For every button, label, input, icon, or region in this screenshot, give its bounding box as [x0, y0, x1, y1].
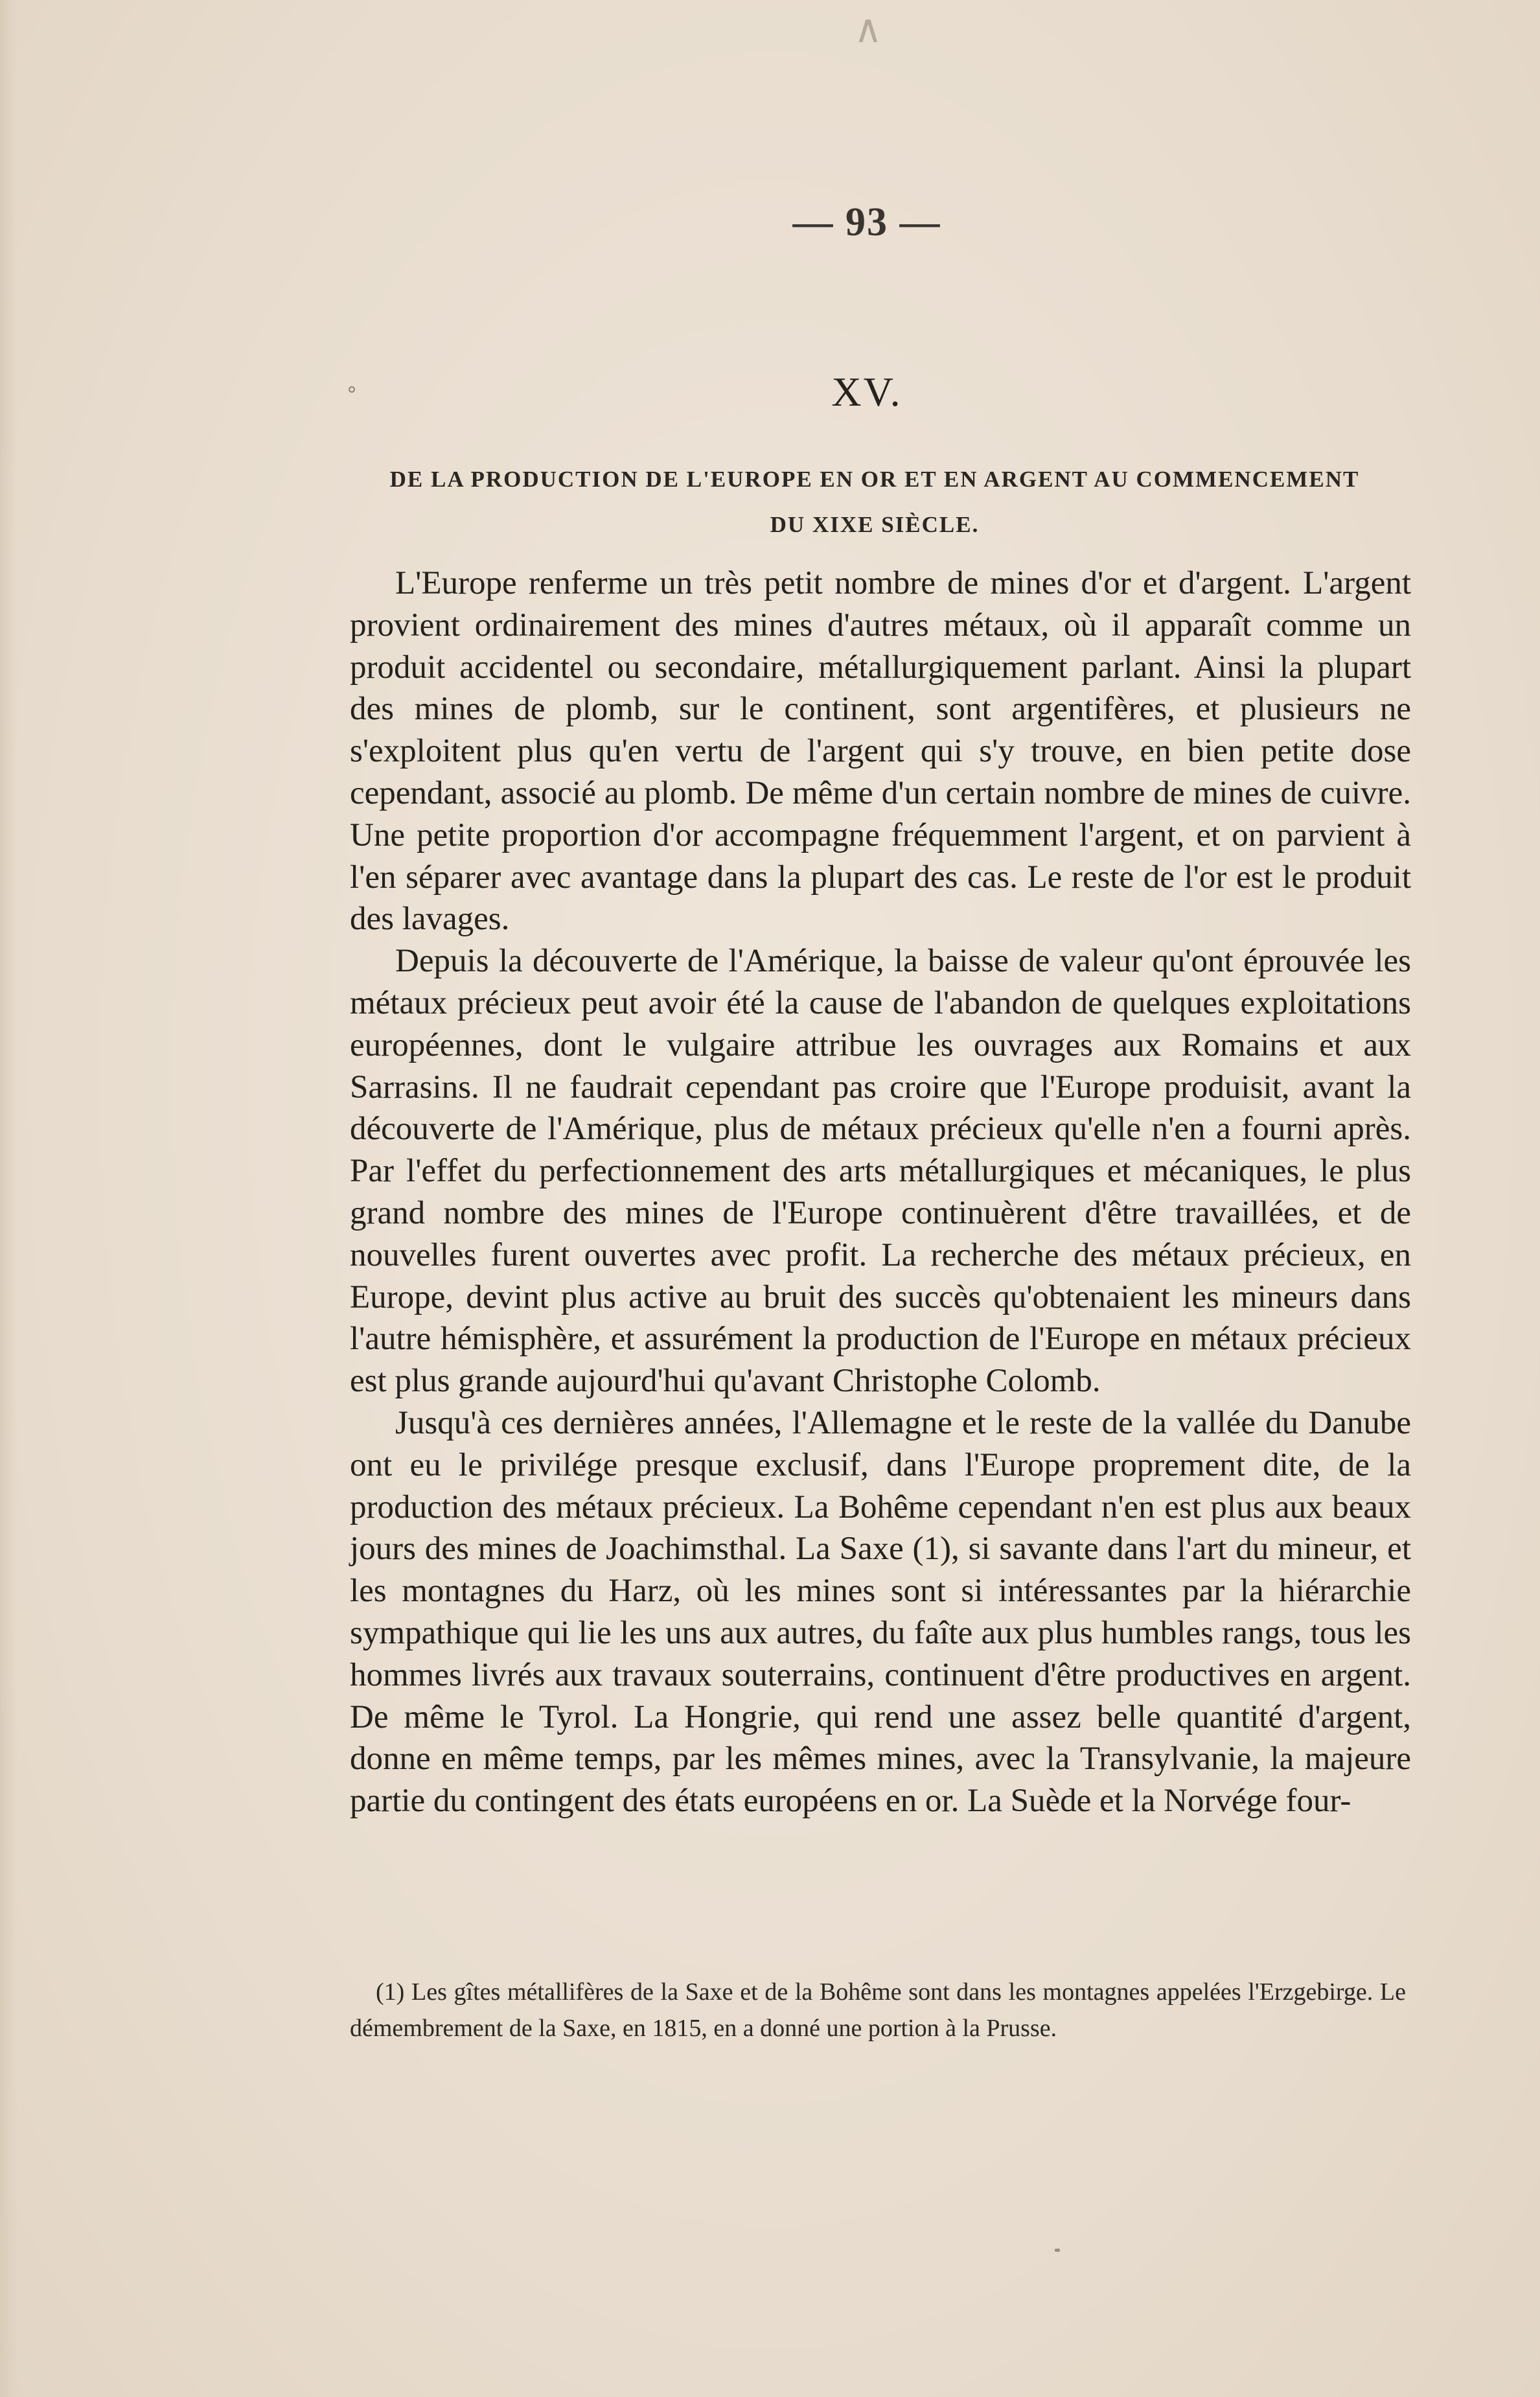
stray-mark	[349, 386, 355, 393]
paragraph: Jusqu'à ces dernières années, l'Allemagne et le reste de la vallée du Danube ont eu le privilége presque exclusif, dans l'Europe proprement dite, de la production des métaux précieux. La Bohême cependant n'en est plus aux beaux jours des mines de Joachimsthal. La Saxe (1), si savante dans l'art du mineur, et les montagnes du Harz, où les mines sont si intéressantes par la hiérarchie sympathique qui lie les uns aux autres, du faîte aux plus humbles rangs, tous les hommes livrés aux travaux souterrains, continuent d'être productives en argent. De même le Tyrol. La Hongrie, qui rend une assez belle quantité d'argent, donne en même temps, par les mêmes mines, avec la Transylvanie, la majeure partie du contingent des états européens en or. La Suède et la Norvége four-	[350, 1404, 1411, 1820]
chapter-title	[389, 457, 1361, 548]
paragraph: Depuis la découverte de l'Amérique, la baisse de valeur qu'ont éprouvée les métaux précieux peut avoir été la cause de l'abandon de quelques exploitations européennes, dont le vulgaire attribue les ouvrages aux Romains et aux Sarrasins. Il ne faudrait cependant pas croire que l'Europe produisit, avant la découverte de l'Amérique, plus de métaux précieux qu'elle n'en a fourni après. Par l'effet du perfectionnement des arts métallurgiques et mécaniques, le plus grand nombre des mines de l'Europe continuèrent d'être travaillées, et de nouvelles furent ouvertes avec profit. La recherche des métaux précieux, en Europe, devint plus active au bruit des succès qu'obtenaient les mineurs dans l'autre hémisphère, et assurément la production de l'Europe en métaux précieux est plus grande aujourd'hui qu'avant Christophe Colomb.	[350, 943, 1411, 1400]
page-number: — 93 —	[792, 200, 941, 244]
footnote	[350, 1974, 1406, 2046]
paper-speck	[1055, 2249, 1060, 2252]
chapter-title-line-2: DU XIXE SIÈCLE.	[770, 512, 980, 537]
chapter-title-line-1: DE LA PRODUCTION DE L'EUROPE EN OR ET EN ARGENT AU COMMENCEMENT	[389, 467, 1360, 492]
chapter-number: XV.	[831, 369, 902, 415]
footnote-text: (1) Les gîtes métallifères de la Saxe et de la Bohême sont dans les montagnes appelées l'Erzgebirge. Le démembrement de la Saxe, en 1815, en a donné une portion à la Prusse.	[350, 1978, 1406, 2042]
body-text	[350, 562, 1411, 1822]
paragraph: L'Europe renferme un très petit nombre de mines d'or et d'argent. L'argent provient ordinairement des mines d'autres métaux, où il apparaît comme un produit accidentel ou secondaire, métallurgiquement parlant. Ainsi la plupart des mines de plomb, sur le continent, sont argentifères, et plusieurs ne s'exploitent plus qu'en vertu de l'argent qui s'y trouve, en bien petite dose cependant, associé au plomb. De même d'un certain nombre de mines de cuivre. Une petite proportion d'or accompagne fréquemment l'argent, et on parvient à l'en séparer avec avantage dans la plupart des cas. Le reste de l'or est le produit des lavages.	[350, 565, 1411, 938]
corner-mark: ∧	[854, 6, 882, 52]
page-edge-shadow	[0, 0, 17, 2397]
